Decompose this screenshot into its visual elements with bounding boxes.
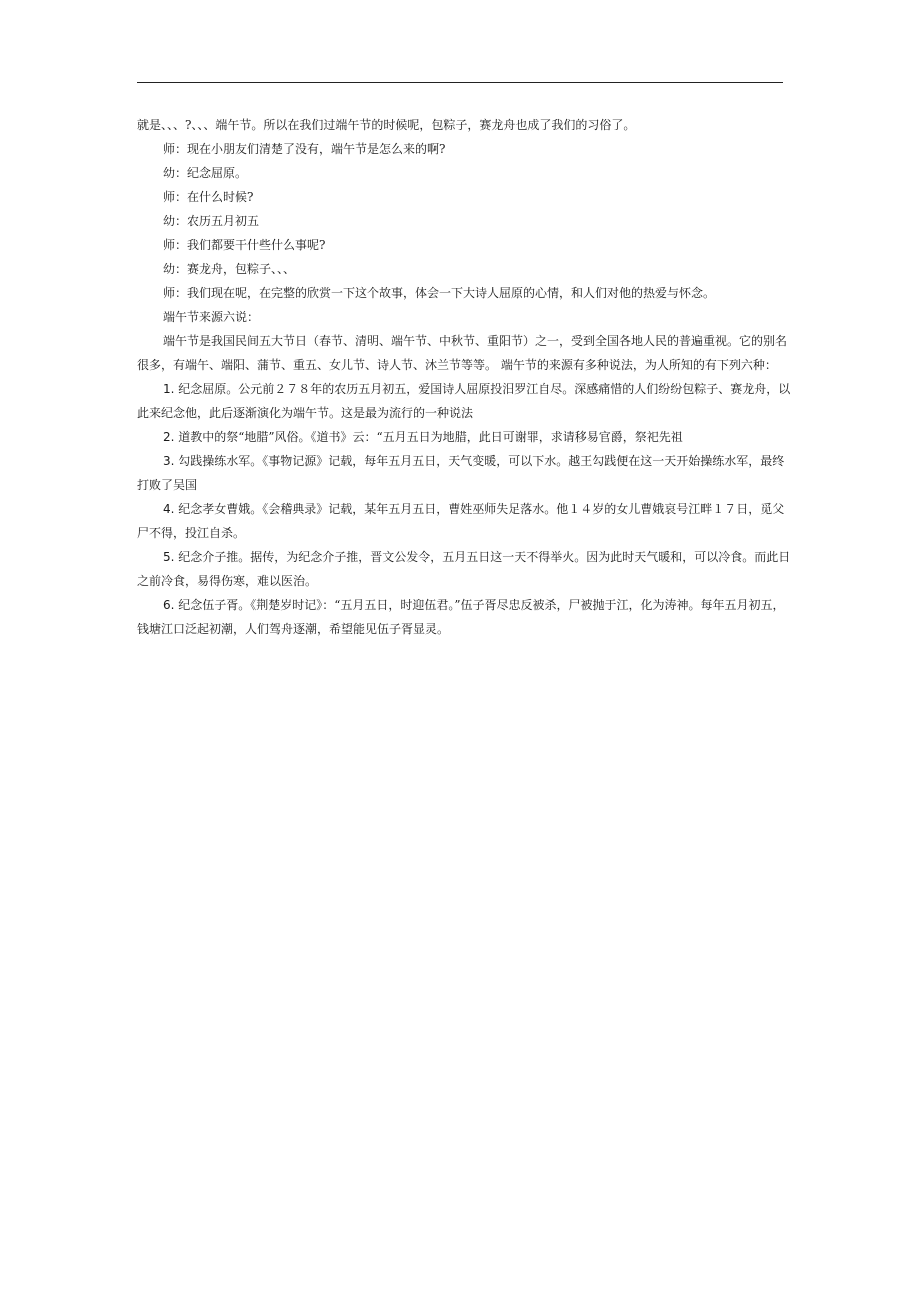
theory-item — [137, 449, 793, 497]
dialogue-line: 师：在什么时候? — [163, 190, 254, 204]
section-heading: 端午节来源六说： — [163, 310, 260, 324]
document-body — [137, 113, 793, 641]
theory-item — [137, 497, 793, 545]
dialogue-line: 师：我们现在呢，在完整的欣赏一下这个故事，体会一下大诗人屈原的心情，和人们对他的热爱与怀念。 — [163, 286, 716, 300]
theory-text: 纪念屈原。公元前２７８年的农历五月初五，爱国诗人屈原投汨罗江自尽。深感痛惜的人们纷纷包粽子、赛龙舟，以此来纪念他，此后逐渐演化为端午节。这是最为流行的一种说法 — [137, 382, 791, 420]
dialogue-line: 师：我们都要干什些什么事呢? — [163, 238, 326, 252]
dialogue-line: 师：现在小朋友们清楚了没有，端午节是怎么来的啊? — [163, 142, 446, 156]
dialogue-line: 幼：农历五月初五 — [163, 214, 260, 228]
theory-item — [137, 593, 793, 641]
theory-number: 2. — [163, 430, 175, 444]
theory-number: 1. — [163, 382, 175, 396]
theory-item — [137, 425, 793, 449]
theory-item — [137, 377, 793, 425]
dialogue-line: 幼：赛龙舟，包粽子、、、 — [163, 262, 296, 276]
theory-text: 纪念介子推。据传，为纪念介子推，晋文公发令，五月五日这一天不得举火。因为此时天气暖和，可以冷食。而此日之前冷食，易得伤寒，难以医治。 — [137, 550, 791, 588]
theory-number: 5. — [163, 550, 175, 564]
theory-number: 3. — [163, 454, 175, 468]
theory-text: 勾践操练水军。《事物记源》记载，每年五月五日，天气变暖，可以下水。越王勾践便在这一天开始操练水军，最终打败了吴国 — [137, 454, 785, 492]
theory-number: 4. — [163, 502, 175, 516]
theory-number: 6. — [163, 598, 175, 612]
theory-item — [137, 545, 793, 593]
intro-paragraph: 端午节是我国民间五大节日（春节、清明、端午节、中秋节、重阳节）之一，受到全国各地人民的普遍重视。它的别名很多，有端午、端阳、蒲节、重五、女儿节、诗人节、沐兰节等等。 端午节的来源有多种说法，为人所知的有下列六种： — [137, 334, 788, 372]
theory-text: 道教中的祭“地腊”风俗。《道书》云：“五月五日为地腊，此日可谢罪，求请移易官爵，祭祀先祖 — [178, 430, 683, 444]
dialogue-line: 就是、、、?、、、端午节。所以在我们过端午节的时候呢，包粽子，赛龙舟也成了我们的习俗了。 — [137, 118, 636, 132]
theory-text: 纪念伍子胥。《荆楚岁时记》：“五月五日，时迎伍君。”伍子胥尽忠反被杀，尸被抛于江，化为涛神。每年五月初五，钱塘江口泛起初潮，人们驾舟逐潮，希望能见伍子胥显灵。 — [137, 598, 785, 636]
dialogue-line: 幼：纪念屈原。 — [163, 166, 248, 180]
header-rule — [137, 82, 783, 83]
theory-text: 纪念孝女曹娥。《会稽典录》记载，某年五月五日，曹姓巫师失足落水。他１４岁的女儿曹娥哀号江畔１７日，觅父尸不得，投江自杀。 — [137, 502, 785, 540]
